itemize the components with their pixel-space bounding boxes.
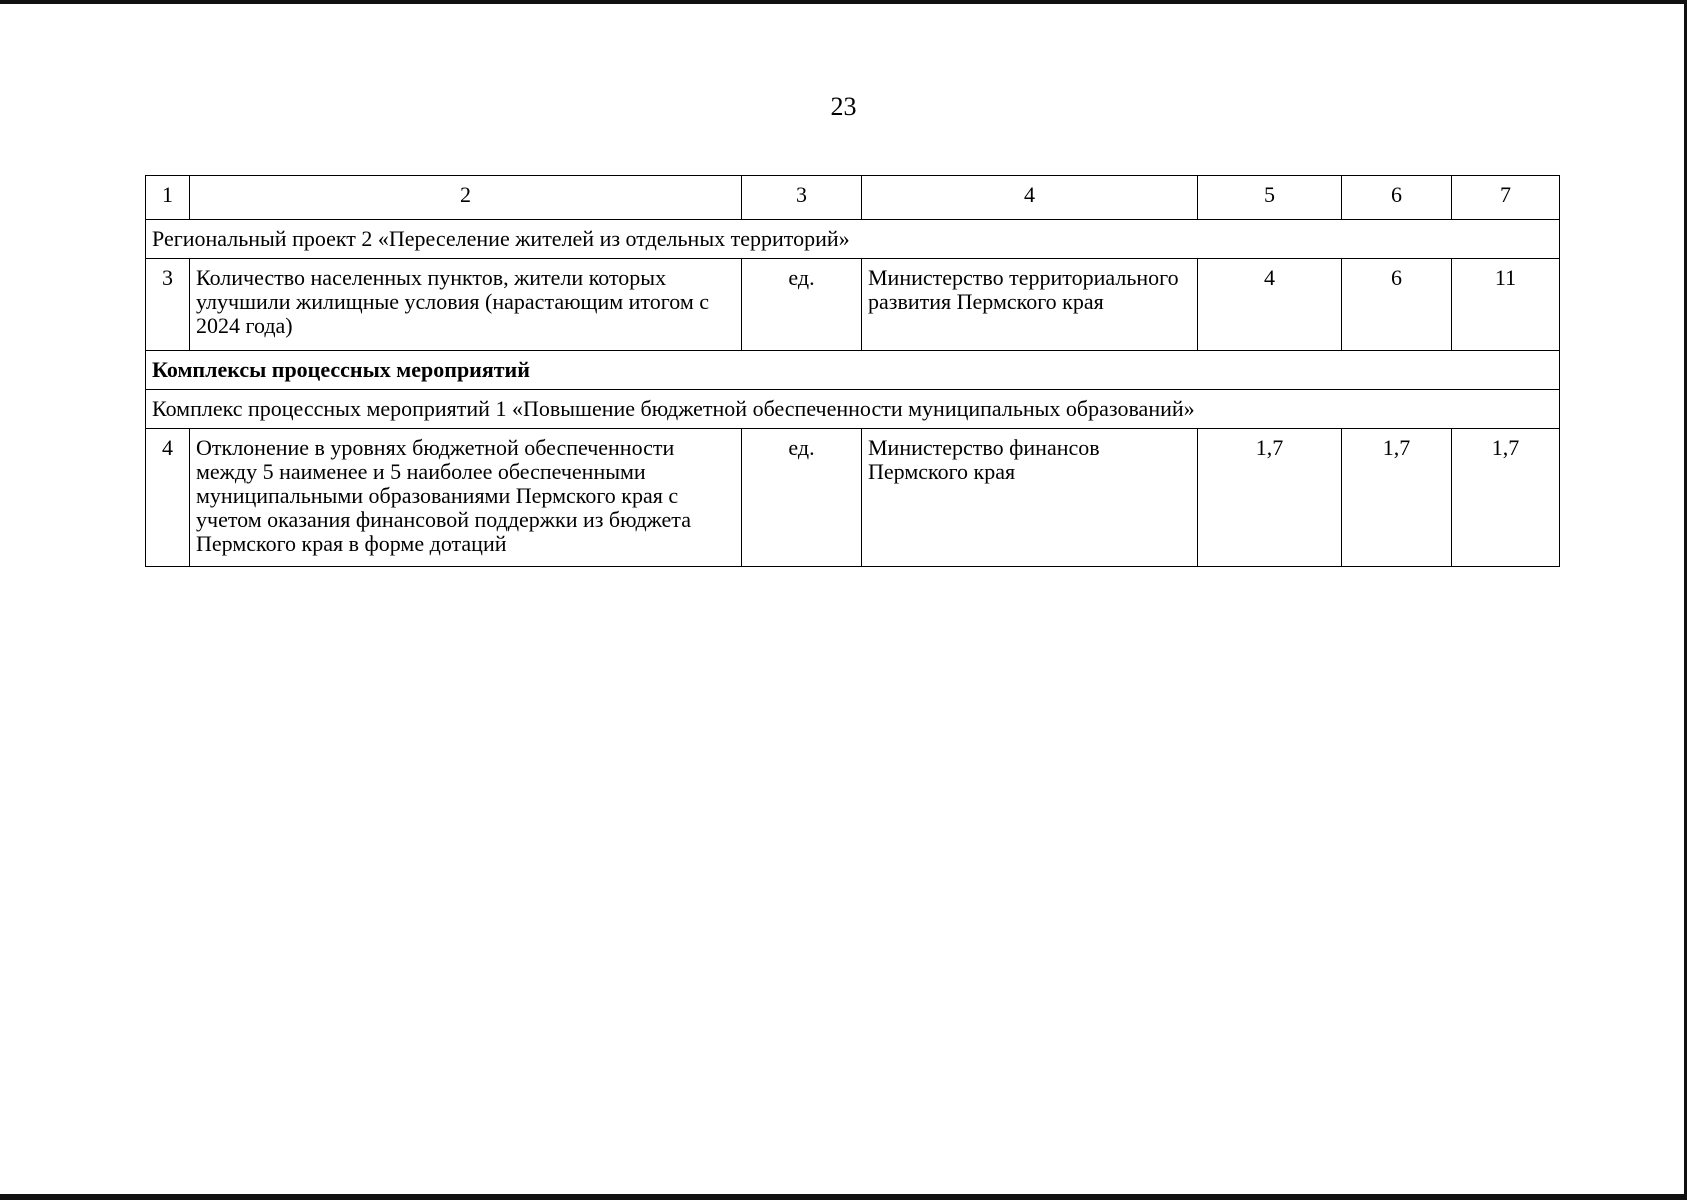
page-number: 23 (830, 92, 857, 121)
column-header: 5 (1198, 176, 1342, 220)
column-header: 1 (146, 176, 190, 220)
unit: ед. (742, 259, 862, 351)
scan-edge-top (0, 0, 1687, 4)
responsible-body: Министерство территориального развития Пермского края (862, 259, 1198, 351)
value-col-6: 6 (1342, 259, 1452, 351)
column-header: 7 (1452, 176, 1560, 220)
column-header: 2 (190, 176, 742, 220)
table-row (146, 429, 1560, 567)
row-number: 3 (146, 259, 190, 351)
indicator-name: Количество населенных пунктов, жители которых улучшили жилищные условия (нарастающим итогом с 2024 года) (190, 259, 742, 351)
table-row (146, 259, 1560, 351)
scan-edge-bottom (0, 1194, 1687, 1200)
value-col-5: 4 (1198, 259, 1342, 351)
section-title-process-complexes: Комплексы процессных мероприятий (146, 351, 1560, 390)
indicator-name: Отклонение в уровнях бюджетной обеспеченности между 5 наименее и 5 наиболее обеспеченными муниципальными образованиями Пермского края с учетом оказания финансовой поддержки из бюджета Пермского края в форме дотаций (190, 429, 742, 567)
value-col-6: 1,7 (1342, 429, 1452, 567)
column-header: 4 (862, 176, 1198, 220)
value-col-5: 1,7 (1198, 429, 1342, 567)
column-header: 3 (742, 176, 862, 220)
section-row-regional-project (146, 220, 1560, 259)
section-title-process-complex-1: Комплекс процессных мероприятий 1 «Повышение бюджетной обеспеченности муниципальных образований» (146, 390, 1560, 429)
responsible-body: Министерство финансов Пермского края (862, 429, 1198, 567)
row-number: 4 (146, 429, 190, 567)
unit: ед. (742, 429, 862, 567)
section-title-regional-project: Региональный проект 2 «Переселение жителей из отдельных территорий» (146, 220, 1560, 259)
table-header-row (146, 176, 1560, 220)
section-row-process-complexes (146, 351, 1560, 390)
column-header: 6 (1342, 176, 1452, 220)
indicators-table (145, 175, 1560, 567)
section-row-process-complex-1 (146, 390, 1560, 429)
value-col-7: 11 (1452, 259, 1560, 351)
value-col-7: 1,7 (1452, 429, 1560, 567)
